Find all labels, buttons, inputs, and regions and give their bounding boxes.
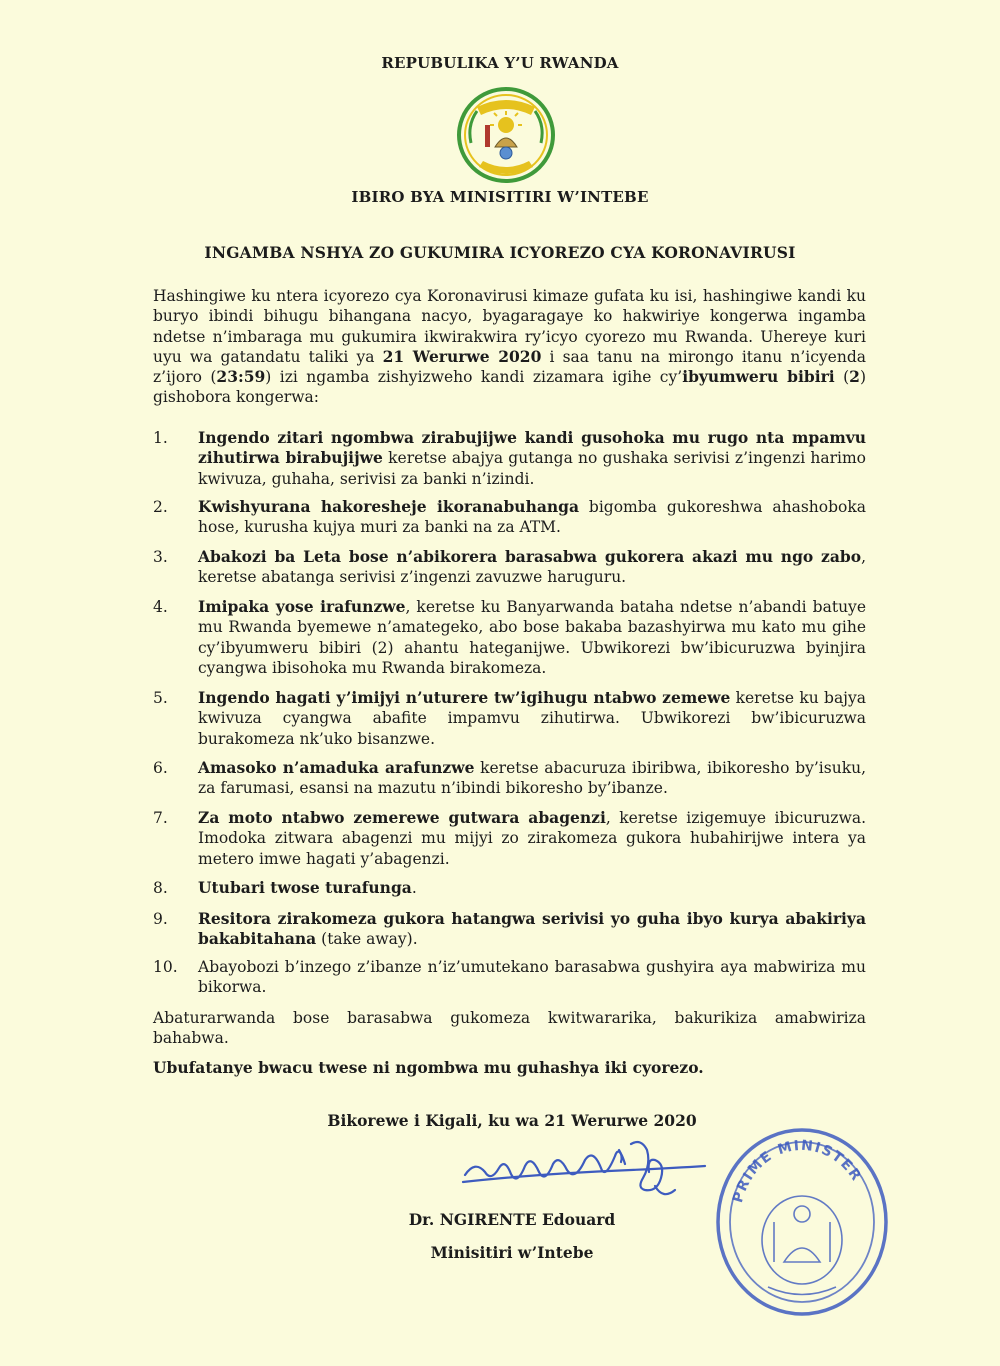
list-rest: , keretse abatanga serivisi z’ingenzi zavuzwe haruguru.: [198, 548, 866, 587]
list-rest: (take away).: [316, 930, 418, 949]
list-bold: Ingendo zitari ngombwa zirabujijwe kandi gusohoka mu rugo nta mpamvu zihutirwa birabujijwe: [198, 428, 866, 468]
intro-paragraph: [153, 286, 866, 408]
list-rest: , keretse ku Banyarwanda bataha ndetse n’abandi batuye mu Rwanda byemewe n’amategeko, abo bose bakaba bazashyirwa mu kato mu gihe cy’ibyumweru bibiri (2) ahantu hateganijwe. Ubwikorezi bw’ibicuruzwa byinjira cyangwa ibisohoka mu Rwanda birakomeza.: [198, 598, 866, 677]
list-number: 8.: [153, 879, 168, 897]
list-bold: Ingendo hagati y’imijyi n’uturere tw’igihugu ntabwo zemewe: [198, 688, 731, 707]
intro-time: 23:59: [216, 367, 266, 387]
office-heading: IBIRO BYA MINISITIRI W’INTEBE: [351, 188, 649, 206]
list-text: [198, 688, 866, 749]
list-rest: .: [411, 879, 417, 897]
stamp-text: PRIME MINISTER: [730, 1137, 865, 1205]
intro-duration-number: 2: [849, 367, 860, 387]
list-text: [198, 957, 866, 998]
list-rest: , keretse izigemuye ibicuruzwa. Imodoka zitwara abagenzi mu mijyi zo zirakomeza gukora hubahirijwe intera ya metero imwe hagati y’abagenzi.: [198, 809, 867, 868]
list-rest: bigomba gukoreshwa ahashoboka hose, kurusha kujya muri za banki na za ATM.: [198, 498, 866, 537]
list-text: [198, 597, 866, 678]
list-rest: Abayobozi b’inzego z’ibanze n’iz’umutekano barasabwa gushyira aya mabwiriza mu bikorwa.: [198, 958, 866, 997]
signer-name: Dr. NGIRENTE Edouard: [408, 1210, 616, 1229]
list-number: 2.: [153, 498, 168, 516]
list-text: [198, 808, 866, 869]
intro-text-4: (: [834, 368, 850, 387]
list-number: 5.: [153, 689, 168, 707]
signer-role: Minisitiri w’Intebe: [430, 1243, 594, 1262]
list-number: 7.: [153, 809, 168, 827]
list-bold: Imipaka yose irafunzwe: [198, 597, 406, 616]
list-number: 9.: [153, 910, 168, 928]
rwanda-coat-of-arms-icon: [455, 85, 558, 185]
list-number: 6.: [153, 759, 168, 777]
intro-text-1: Hashingiwe ku ntera icyorezo cya Koronavirusi kimaze gufata ku isi, hashingiwe kandi ku buryo ibindi bihugu bihangana nacyo, byagaragaye ko hakwiriye kongerwa ingamba ndetse n’imbaraga mu gukumira ikwirakwira ry’icyo cyorezo mu Rwanda. Uhereye kuri uyu wa gatandatu taliki ya: [153, 287, 866, 366]
country-heading: REPUBULIKA Y’U RWANDA: [381, 54, 619, 72]
slogan: Ubufatanye bwacu twese ni ngombwa mu guhashya iki cyorezo.: [153, 1058, 704, 1077]
closing-paragraph: Abaturarwanda bose barasabwa gukomeza kwitwararika, bakurikiza amabwiriza bahabwa.: [153, 1009, 866, 1048]
list-bold: Za moto ntabwo zemerewe gutwara abagenzi: [198, 808, 606, 827]
list-number: 4.: [153, 598, 168, 616]
list-bold: Amasoko n’amaduka arafunzwe: [198, 758, 475, 777]
intro-date: 21 Werurwe 2020: [382, 346, 542, 366]
intro-text-5: ) gishobora kongerwa:: [153, 368, 867, 407]
list-rest: keretse abajya gutanga no gushaka serivisi z’ingenzi harimo kwivuza, guhaha, serivisi za banki n’izindi.: [198, 449, 867, 488]
handwritten-signature-icon: [455, 1130, 715, 1210]
list-text: [198, 428, 866, 489]
list-bold: Abakozi ba Leta bose n’abikorera barasabwa gukorera akazi mu ngo zabo: [198, 547, 862, 566]
list-text: [198, 758, 866, 799]
list-number: 1.: [153, 429, 168, 447]
list-bold: Resitora zirakomeza gukora hatangwa serivisi yo guha ibyo kurya abakiriya bakabitahana: [198, 909, 866, 949]
document-title: INGAMBA NSHYA ZO GUKUMIRA ICYOREZO CYA KORONAVIRUSI: [204, 243, 796, 262]
place-and-date: Bikorewe i Kigali, ku wa 21 Werurwe 2020: [327, 1111, 697, 1130]
list-text: [198, 909, 866, 950]
list-text: [198, 878, 866, 898]
list-number: 10.: [153, 958, 178, 976]
intro-text-3: ) izi ngamba zishyizweho kandi zizamara igihe cy’: [265, 368, 683, 387]
list-number: 3.: [153, 548, 168, 566]
intro-text-2: i saa tanu na mirongo itanu n’icyenda z’ijoro (: [153, 347, 866, 387]
intro-duration: ibyumweru bibiri: [682, 367, 835, 387]
list-rest: keretse ku bajya kwivuza cyangwa abafite impamvu zihutirwa. Ubwikorezi bw’ibicuruzwa burakomeza nk’uko bisanzwe.: [198, 689, 866, 748]
list-bold: Utubari twose turafunga: [198, 878, 412, 897]
list-bold: Kwishyurana hakoresheje ikoranabuhanga: [198, 497, 580, 516]
list-rest: keretse abacuruza ibiribwa, ibikoresho by’isuku, za farumasi, esansi na mazutu n’ibindi bikoresho by’ibanze.: [198, 759, 867, 798]
list-text: [198, 497, 866, 538]
list-text: [198, 547, 866, 588]
